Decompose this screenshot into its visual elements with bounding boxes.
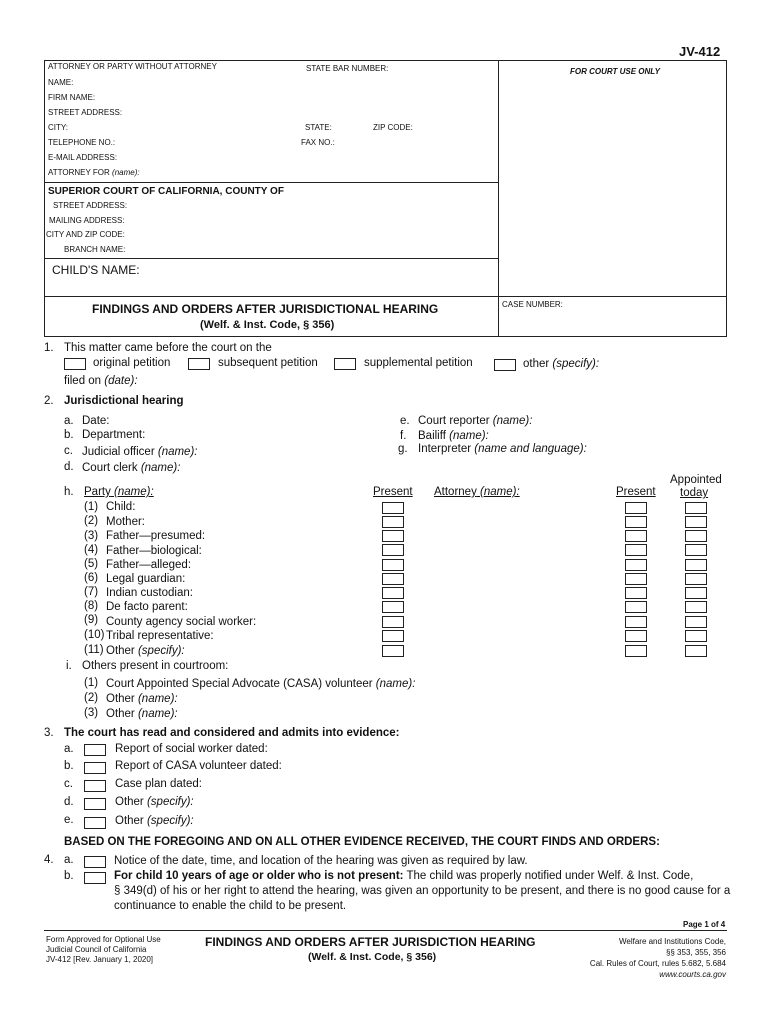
attorney-present-checkbox[interactable] xyxy=(625,516,647,528)
item2f-letter: f. xyxy=(400,430,407,442)
item2i-letter: i. xyxy=(66,660,72,672)
attorney-present-header: Present xyxy=(616,486,656,498)
state-bar-label: STATE BAR NUMBER: xyxy=(306,64,389,73)
footer-approval xyxy=(46,935,161,965)
evidence-other-checkbox[interactable] xyxy=(84,798,106,810)
appointed-today-checkbox[interactable] xyxy=(685,530,707,542)
city-zip-label: CITY AND ZIP CODE: xyxy=(46,230,125,239)
footer-right-line: Cal. Rules of Court, rules 5.682, 5.684 xyxy=(589,959,726,968)
notice-given-checkbox[interactable] xyxy=(84,856,106,868)
other-present-label: Other (name): xyxy=(106,708,178,720)
state-label: STATE: xyxy=(305,123,332,132)
attorney-present-checkbox[interactable] xyxy=(625,530,647,542)
case-number-label: CASE NUMBER: xyxy=(502,300,563,309)
item2-number: 2. xyxy=(44,395,54,407)
mailing-label: MAILING ADDRESS: xyxy=(49,216,125,225)
attorney-for-label: ATTORNEY FOR (name): xyxy=(48,168,140,177)
item2d-letter: d. xyxy=(64,461,74,473)
party-number: (8) xyxy=(84,600,99,612)
evidence-label: Report of CASA volunteer dated: xyxy=(115,760,282,772)
footer-rule xyxy=(44,930,727,931)
item4-number: 4. xyxy=(44,854,54,866)
party-number: (2) xyxy=(84,515,99,527)
item2b-letter: b. xyxy=(64,429,74,441)
party-label: Mother: xyxy=(106,516,145,528)
item2a-letter: a. xyxy=(64,415,74,427)
findings-heading: BASED ON THE FOREGOING AND ON ALL OTHER EVIDENCE RECEIVED, THE COURT FINDS AND ORDERS: xyxy=(64,836,660,848)
footer-title: FINDINGS AND ORDERS AFTER JURISDICTION HEARING xyxy=(205,935,536,949)
party-number: (9) xyxy=(84,614,99,626)
original-petition-label: original petition xyxy=(93,357,171,369)
attorney-present-checkbox[interactable] xyxy=(625,645,647,657)
footer-left-line: Form Approved for Optional Use xyxy=(46,935,161,944)
item3-title: The court has read and considered and admits into evidence: xyxy=(64,727,400,739)
party-present-checkbox[interactable] xyxy=(382,544,404,556)
evidence-letter: a. xyxy=(64,743,74,755)
party-number: (6) xyxy=(84,572,99,584)
party-present-checkbox[interactable] xyxy=(382,573,404,585)
form-subtitle: (Welf. & Inst. Code, § 356) xyxy=(200,319,335,331)
party-present-checkbox[interactable] xyxy=(382,601,404,613)
item2g-letter: g. xyxy=(398,443,408,455)
evidence-other-checkbox[interactable] xyxy=(84,817,106,829)
footer-citations xyxy=(570,936,726,980)
item2e-letter: e. xyxy=(400,415,410,427)
appointed-header: Appointed xyxy=(670,474,722,486)
evidence-letter: c. xyxy=(64,778,73,790)
party-label: Child: xyxy=(106,501,136,513)
item4b-letter: b. xyxy=(64,870,74,882)
supplemental-petition-checkbox[interactable] xyxy=(334,358,356,370)
phone-label: TELEPHONE NO.: xyxy=(48,138,116,147)
casa-report-checkbox[interactable] xyxy=(84,762,106,774)
other-present-number: (2) xyxy=(84,692,99,704)
date-label: Date: xyxy=(82,415,110,427)
other-present-number: (3) xyxy=(84,707,99,719)
child-notified-text-line3: continuance to enable the child to be present. xyxy=(114,900,347,912)
notice-given-text: Notice of the date, time, and location of the hearing was given as required by law. xyxy=(114,855,528,867)
party-header: Party (name): xyxy=(84,486,154,498)
party-present-checkbox[interactable] xyxy=(382,587,404,599)
appointed-today-checkbox[interactable] xyxy=(685,645,707,657)
court-clerk-label: Court clerk (name): xyxy=(82,462,181,474)
appointed-today-checkbox[interactable] xyxy=(685,516,707,528)
party-present-checkbox[interactable] xyxy=(382,559,404,571)
appointed-today-checkbox[interactable] xyxy=(685,573,707,585)
attorney-present-checkbox[interactable] xyxy=(625,616,647,628)
appointed-today-checkbox[interactable] xyxy=(685,559,707,571)
form-id: JV-412 xyxy=(679,44,721,59)
bailiff-label: Bailiff (name): xyxy=(418,430,489,442)
party-number: (4) xyxy=(84,544,99,556)
subsequent-petition-checkbox[interactable] xyxy=(188,358,210,370)
present-header: Present xyxy=(373,486,413,498)
evidence-label: Other (specify): xyxy=(115,815,194,827)
divider-child xyxy=(44,258,498,259)
footer-left-line: Judicial Council of California xyxy=(46,945,147,954)
case-plan-checkbox[interactable] xyxy=(84,780,106,792)
party-present-checkbox[interactable] xyxy=(382,616,404,628)
interpreter-label: Interpreter (name and language): xyxy=(418,443,587,455)
child-notified-checkbox[interactable] xyxy=(84,872,106,884)
zip-label: ZIP CODE: xyxy=(373,123,413,132)
evidence-label: Other (specify): xyxy=(115,796,194,808)
appointed-today-checkbox[interactable] xyxy=(685,630,707,642)
party-label: Other (specify): xyxy=(106,645,185,657)
item1-text: This matter came before the court on the xyxy=(64,342,272,354)
attorney-present-checkbox[interactable] xyxy=(625,573,647,585)
attorney-present-checkbox[interactable] xyxy=(625,630,647,642)
item4a-letter: a. xyxy=(64,854,74,866)
form-title: FINDINGS AND ORDERS AFTER JURISDICTIONAL HEARING xyxy=(92,302,439,316)
appointed-today-checkbox[interactable] xyxy=(685,587,707,599)
party-number: (3) xyxy=(84,530,99,542)
party-number: (5) xyxy=(84,558,99,570)
branch-label: BRANCH NAME: xyxy=(64,245,126,254)
item2c-letter: c. xyxy=(64,445,73,457)
other-petition-label: other (specify): xyxy=(523,358,600,370)
appointed-today-checkbox[interactable] xyxy=(685,616,707,628)
attorney-present-checkbox[interactable] xyxy=(625,587,647,599)
footer-right-line: §§ 353, 355, 356 xyxy=(665,948,726,957)
casa-volunteer-label: Court Appointed Special Advocate (CASA) volunteer (name): xyxy=(106,678,416,690)
party-label: De facto parent: xyxy=(106,601,188,613)
party-present-checkbox[interactable] xyxy=(382,630,404,642)
attorney-present-checkbox[interactable] xyxy=(625,559,647,571)
child-name-label: CHILD'S NAME: xyxy=(52,263,140,277)
party-present-checkbox[interactable] xyxy=(382,645,404,657)
attorney-present-checkbox[interactable] xyxy=(625,544,647,556)
child-notified-text-line2: § 349(d) of his or her right to attend the hearing, was given an opportunity to be present, and there is no good cause for a xyxy=(114,885,731,897)
name-label: NAME: xyxy=(48,78,74,87)
party-number: (1) xyxy=(84,501,99,513)
appointed-today-checkbox[interactable] xyxy=(685,544,707,556)
item2h-letter: h. xyxy=(64,486,74,498)
party-label: Indian custodian: xyxy=(106,587,193,599)
attorney-header: Attorney (name): xyxy=(434,486,520,498)
subsequent-petition-label: subsequent petition xyxy=(218,357,318,369)
party-label: Tribal representative: xyxy=(106,630,214,642)
footer-left-line: JV-412 [Rev. January 1, 2020] xyxy=(46,955,154,964)
street-label: STREET ADDRESS: xyxy=(48,108,123,117)
item1-number: 1. xyxy=(44,342,54,354)
appointed-today-checkbox[interactable] xyxy=(685,601,707,613)
attorney-present-checkbox[interactable] xyxy=(625,601,647,613)
divider-court xyxy=(44,182,498,183)
attorney-present-checkbox[interactable] xyxy=(625,502,647,514)
divider-title xyxy=(44,296,727,297)
evidence-letter: d. xyxy=(64,796,74,808)
appointed-today-header: today xyxy=(680,487,709,499)
evidence-letter: b. xyxy=(64,760,74,772)
court-reporter-label: Court reporter (name): xyxy=(418,415,533,427)
party-label: Legal guardian: xyxy=(106,573,186,585)
party-label: Father—biological: xyxy=(106,545,202,557)
evidence-letter: e. xyxy=(64,814,74,826)
party-number: (10) xyxy=(84,629,105,641)
court-street-label: STREET ADDRESS: xyxy=(53,201,128,210)
party-present-checkbox[interactable] xyxy=(382,516,404,528)
others-present-label: Others present in courtroom: xyxy=(82,660,229,672)
department-label: Department: xyxy=(82,429,146,441)
footer-right-line: Welfare and Institutions Code, xyxy=(618,937,726,946)
party-number: (7) xyxy=(84,586,99,598)
supplemental-petition-label: supplemental petition xyxy=(364,357,473,369)
party-label: County agency social worker: xyxy=(106,616,257,628)
party-label: Father—alleged: xyxy=(106,559,192,571)
social-worker-report-checkbox[interactable] xyxy=(84,744,106,756)
email-label: E-MAIL ADDRESS: xyxy=(48,153,118,162)
fax-label: FAX NO.: xyxy=(301,138,335,147)
footer-website: www.courts.ca.gov xyxy=(659,970,726,979)
filed-on-label: filed on (date): xyxy=(64,375,138,387)
other-petition-checkbox[interactable] xyxy=(494,359,516,371)
child-notified-text: For child 10 years of age or older who is not present: The child was properly notified under Welf. & Inst. Code, xyxy=(114,870,694,882)
item2-title: Jurisdictional hearing xyxy=(64,395,184,407)
firm-label: FIRM NAME: xyxy=(48,93,96,102)
city-label: CITY: xyxy=(48,123,69,132)
party-present-checkbox[interactable] xyxy=(382,530,404,542)
other-present-number: (1) xyxy=(84,677,99,689)
page-number: Page 1 of 4 xyxy=(683,920,726,929)
footer-subtitle: (Welf. & Inst. Code, § 356) xyxy=(308,951,437,963)
party-number: (11) xyxy=(84,644,104,656)
attorney-label: ATTORNEY OR PARTY WITHOUT ATTORNEY xyxy=(48,62,217,71)
judicial-officer-label: Judicial officer (name): xyxy=(82,446,198,458)
original-petition-checkbox[interactable] xyxy=(64,358,86,370)
party-label: Father—presumed: xyxy=(106,530,206,542)
other-present-label: Other (name): xyxy=(106,693,178,705)
party-present-checkbox[interactable] xyxy=(382,502,404,514)
appointed-today-checkbox[interactable] xyxy=(685,502,707,514)
court-use-label: FOR COURT USE ONLY xyxy=(570,67,660,76)
evidence-label: Report of social worker dated: xyxy=(115,743,268,755)
item3-number: 3. xyxy=(44,727,54,739)
evidence-label: Case plan dated: xyxy=(115,778,202,790)
court-label: SUPERIOR COURT OF CALIFORNIA, COUNTY OF xyxy=(48,186,284,197)
